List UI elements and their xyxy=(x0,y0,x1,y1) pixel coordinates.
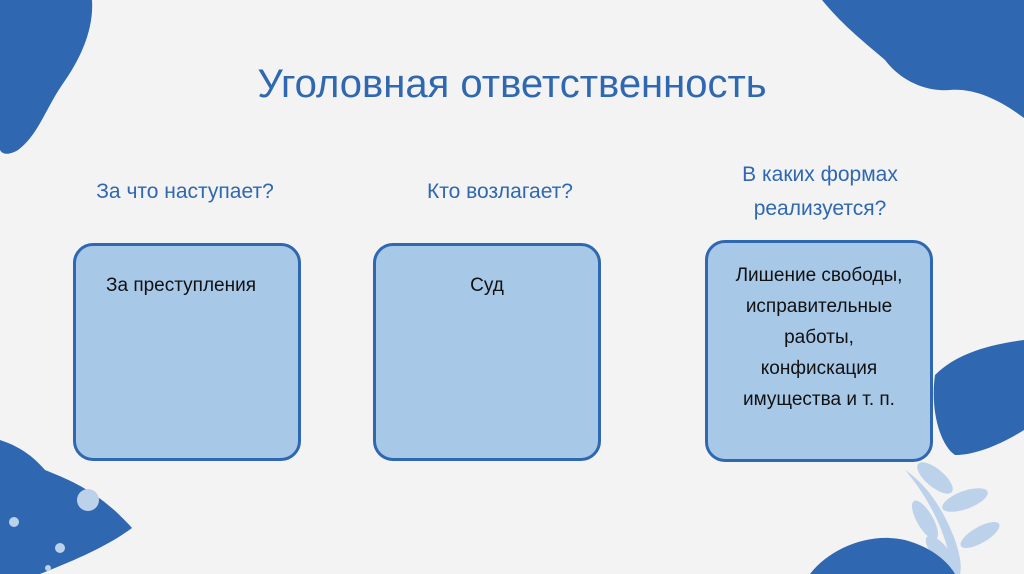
bubble-shape xyxy=(45,565,51,571)
column-3-question xyxy=(700,158,940,226)
answer-line: работы, xyxy=(784,327,854,348)
question-line: В каких формах xyxy=(742,163,898,186)
right-leaf-shape xyxy=(934,340,1024,455)
answer-box-1 xyxy=(73,243,301,461)
answer-text: Суд xyxy=(470,275,504,296)
column-1-question: За что наступает? xyxy=(96,180,274,203)
answer-box-2 xyxy=(373,243,601,461)
bubble-shape xyxy=(77,489,99,511)
answer-line: конфискация xyxy=(760,358,878,379)
bubble-shape xyxy=(9,517,19,527)
column-2-question: Кто возлагает? xyxy=(427,180,573,203)
answer-box-3 xyxy=(705,240,933,462)
bubble-shape xyxy=(55,543,65,553)
answer-line: Лишение свободы, xyxy=(735,265,903,286)
question-line: реализуется? xyxy=(753,197,887,220)
answer-line: исправительные xyxy=(745,296,893,317)
slide-title: Уголовная ответственность xyxy=(257,62,767,106)
answer-text: За преступления xyxy=(106,275,256,296)
answer-line: имущества и т. п. xyxy=(743,389,895,410)
